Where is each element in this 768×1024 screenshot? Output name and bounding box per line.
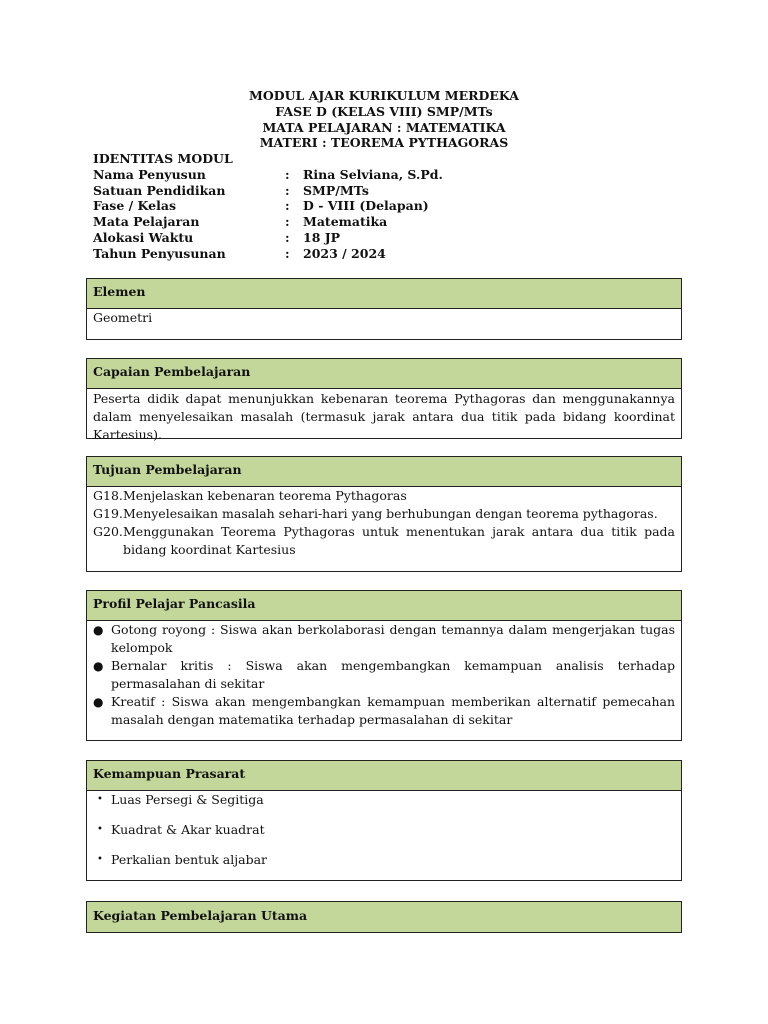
bullet-icon: • [97, 854, 103, 865]
identitas-row [93, 230, 443, 246]
kegiatan-table [86, 901, 682, 933]
prasarat-body [87, 791, 681, 880]
profil-header: Profil Pelajar Pancasila [87, 591, 681, 621]
tujuan-text: Menyelesaikan masalah sehari-hari yang berhubungan dengan teorema pythagoras. [123, 506, 658, 521]
identitas-value: D - VIII (Delapan) [303, 198, 429, 214]
profil-item-text: Bernalar kritis : Siswa akan mengembangkan kemampuan analisis terhadap permasalahan di sekitar [111, 658, 675, 691]
list-item [93, 821, 675, 839]
identitas-label: Mata Pelajaran [93, 214, 200, 230]
tujuan-text: Menjelaskan kebenaran teorema Pythagoras [123, 488, 407, 503]
identitas-sep: : [285, 198, 290, 214]
bullet-icon: ● [93, 695, 104, 709]
identitas-row [93, 167, 443, 183]
list-item [93, 693, 675, 729]
header-materi: MATERI : TEOREMA PYTHAGORAS [259, 135, 509, 151]
identitas-row [93, 183, 443, 199]
profil-item-text: Gotong royong : Siswa akan berkolaborasi dengan temannya dalam mengerjakan tugas kelompok [111, 622, 675, 655]
identitas-row [93, 246, 443, 262]
identitas-label: Alokasi Waktu [93, 229, 194, 245]
header-title: MODUL AJAR KURIKULUM MERDEKA [249, 88, 519, 103]
prasarat-item-text: Perkalian bentuk aljabar [111, 852, 267, 867]
identitas-sep: : [285, 229, 290, 245]
tujuan-item [93, 487, 675, 505]
tujuan-number: G20. [93, 524, 123, 539]
tujuan-number: G18. [93, 488, 123, 503]
elemen-header: Elemen [87, 279, 681, 309]
tujuan-item [93, 523, 675, 559]
identitas-sep: : [285, 182, 290, 198]
identitas-title: IDENTITAS MODUL [93, 151, 233, 166]
capaian-table [86, 358, 682, 442]
bullet-icon: • [97, 794, 103, 805]
tujuan-text: Menggunakan Teorema Pythagoras untuk menentukan jarak antara dua titik pada bidang koordinat Kartesius [123, 524, 675, 557]
tujuan-table [86, 456, 682, 572]
tujuan-number: G19. [93, 506, 123, 521]
identitas-row [93, 198, 443, 214]
identitas-label: Nama Penyusun [93, 166, 206, 182]
document-header [0, 88, 768, 151]
header-fase: FASE D (KELAS VIII) SMP/MTs [275, 103, 493, 119]
tujuan-body [87, 487, 681, 571]
identitas-modul [93, 151, 443, 262]
capaian-header: Capaian Pembelajaran [87, 359, 681, 389]
identitas-label: Tahun Penyusunan [93, 245, 226, 261]
bullet-icon: • [97, 824, 103, 835]
capaian-body: Peserta didik dapat menunjukkan kebenaran teorema Pythagoras dan menggunakannya dalam menyelesaikan masalah (termasuk jarak antara dua titik pada bidang koordinat Kartesius). [93, 391, 675, 442]
prasarat-item-text: Kuadrat & Akar kuadrat [111, 822, 265, 837]
identitas-sep: : [285, 245, 290, 261]
header-mapel: MATA PELAJARAN : MATEMATIKA [262, 119, 506, 135]
elemen-table [86, 278, 682, 340]
list-item [93, 791, 675, 809]
identitas-sep: : [285, 166, 290, 182]
identitas-value: Matematika [303, 214, 388, 230]
identitas-label: Fase / Kelas [93, 198, 176, 214]
prasarat-item-text: Luas Persegi & Segitiga [111, 792, 264, 807]
prasarat-table [86, 760, 682, 881]
tujuan-header: Tujuan Pembelajaran [87, 457, 681, 487]
identitas-value: SMP/MTs [303, 182, 369, 198]
list-item [93, 657, 675, 693]
prasarat-header: Kemampuan Prasarat [87, 761, 681, 791]
identitas-value: 2023 / 2024 [303, 245, 386, 261]
profil-body [87, 621, 681, 740]
identitas-row [93, 214, 443, 230]
identitas-sep: : [285, 214, 290, 230]
kegiatan-header: Kegiatan Pembelajaran Utama [87, 902, 681, 932]
list-item [93, 851, 675, 869]
identitas-value: Rina Selviana, S.Pd. [303, 166, 443, 182]
tujuan-item [93, 505, 675, 523]
profil-table [86, 590, 682, 741]
list-item [93, 621, 675, 657]
bullet-icon: ● [93, 659, 104, 673]
identitas-label: Satuan Pendidikan [93, 182, 226, 198]
elemen-body: Geometri [93, 310, 153, 325]
bullet-icon: ● [93, 623, 104, 637]
profil-item-text: Kreatif : Siswa akan mengembangkan kemampuan memberikan alternatif pemecahan masalah dengan matematika terhadap permasalahan di sekitar [111, 694, 675, 727]
identitas-value: 18 JP [303, 229, 341, 245]
